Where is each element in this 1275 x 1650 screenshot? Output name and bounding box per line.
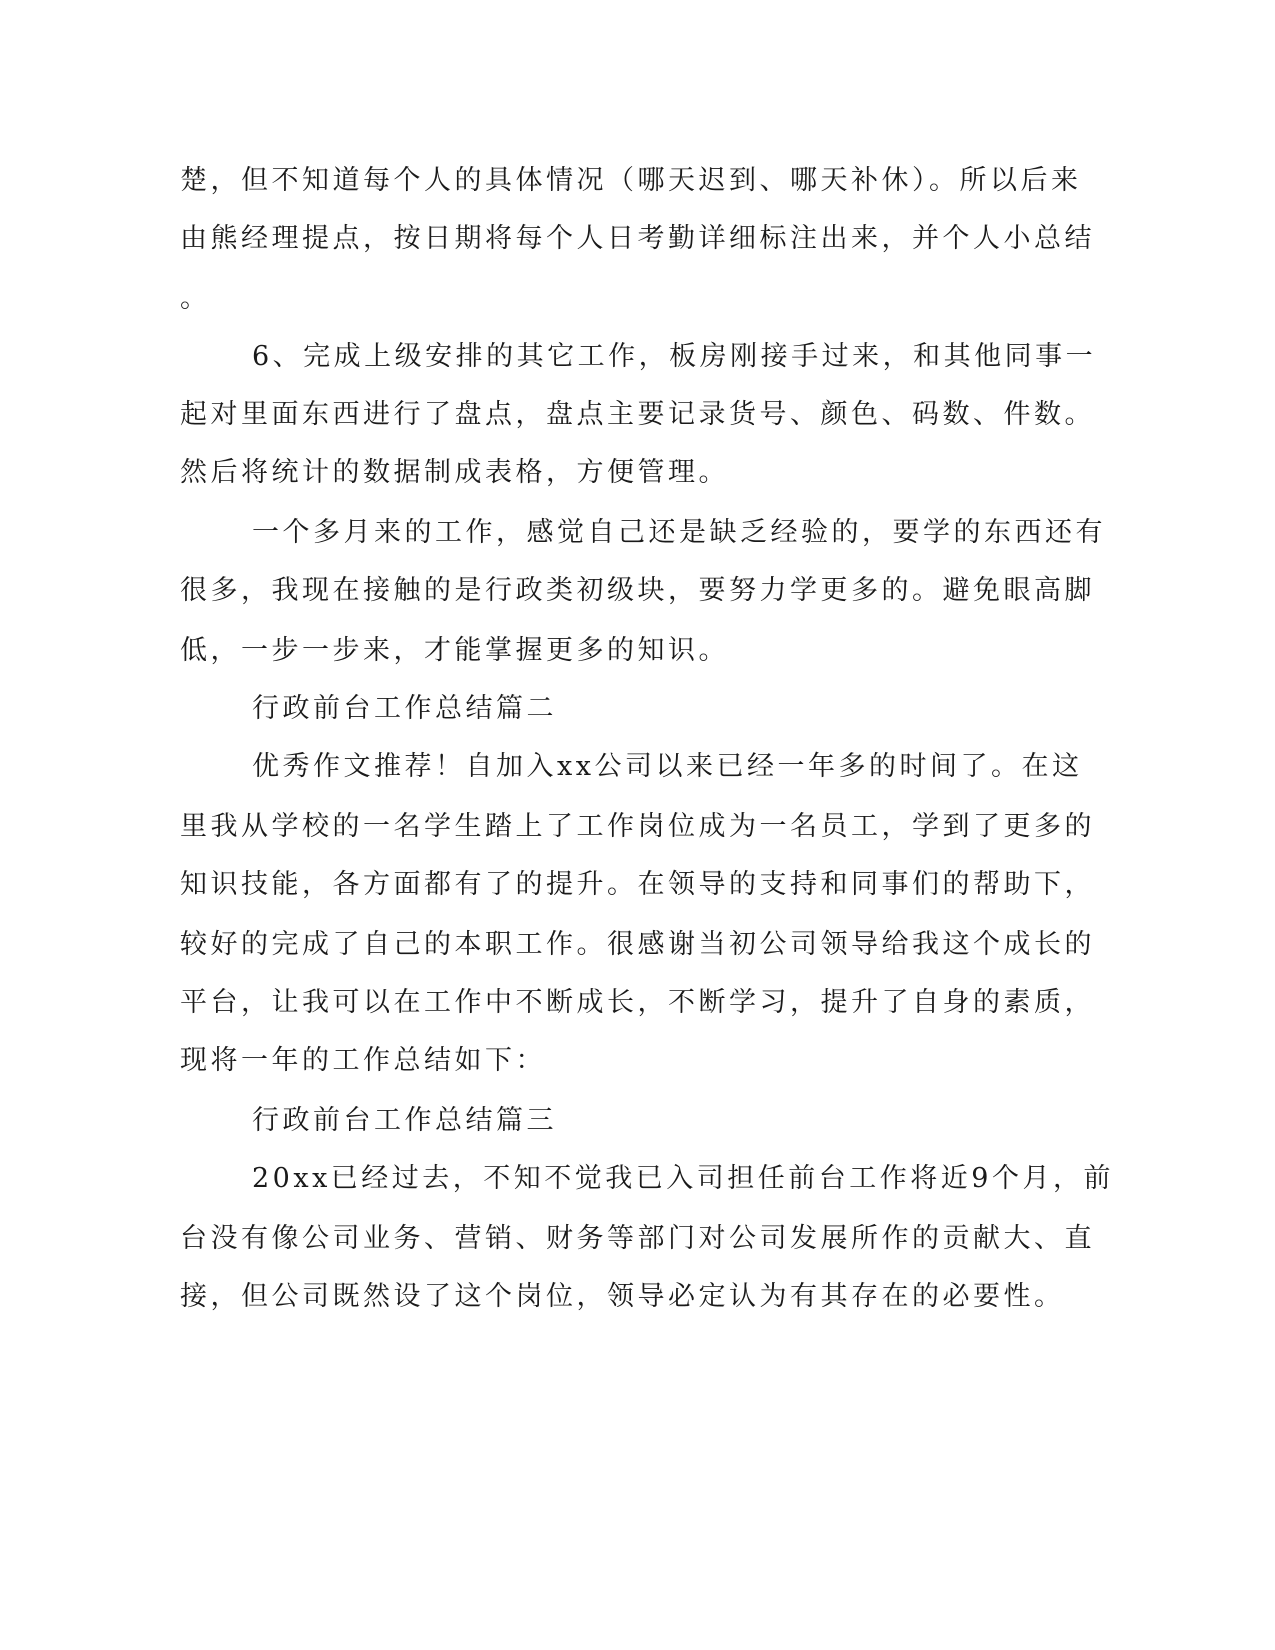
text-line: 接，但公司既然设了这个岗位，领导必定认为有其存在的必要性。: [180, 1281, 1065, 1312]
text-line: 然后将统计的数据制成表格，方便管理。: [180, 457, 729, 488]
text-line: 里我从学校的一名学生踏上了工作岗位成为一名员工，学到了更多的: [180, 811, 1095, 842]
text-line: 起对里面东西进行了盘点，盘点主要记录货号、颜色、码数、件数。: [180, 399, 1095, 430]
text-line: 低，一步一步来，才能掌握更多的知识。: [180, 635, 729, 666]
text-line: 平台，让我可以在工作中不断成长，不断学习，提升了自身的素质，: [180, 987, 1095, 1018]
text-line: 知识技能，各方面都有了的提升。在领导的支持和同事们的帮助下，: [180, 869, 1095, 900]
text-line: 现将一年的工作总结如下：: [180, 1045, 546, 1076]
section-heading: 行政前台工作总结篇三: [252, 1105, 557, 1136]
text-line: 较好的完成了自己的本职工作。很感谢当初公司领导给我这个成长的: [180, 929, 1095, 960]
text-line: 台没有像公司业务、营销、财务等部门对公司发展所作的贡献大、直: [180, 1223, 1095, 1254]
text-line: 很多，我现在接触的是行政类初级块，要努力学更多的。避免眼高脚: [180, 575, 1095, 606]
section-heading: 行政前台工作总结篇二: [252, 693, 557, 724]
text-line: 一个多月来的工作，感觉自己还是缺乏经验的，要学的东西还有: [252, 517, 1106, 548]
text-line: 楚，但不知道每个人的具体情况（哪天迟到、哪天补休）。所以后来: [180, 165, 1082, 196]
text-line: 20xx已经过去，不知不觉我已入司担任前台工作将近9个月，前: [252, 1163, 1114, 1194]
text-line: 6、完成上级安排的其它工作，板房刚接手过来，和其他同事一: [252, 341, 1097, 372]
text-line: 由熊经理提点，按日期将每个人日考勤详细标注出来，并个人小总结: [180, 223, 1095, 254]
text-line: 。: [180, 283, 211, 314]
text-line: 优秀作文推荐！自加入xx公司以来已经一年多的时间了。在这: [252, 751, 1083, 782]
